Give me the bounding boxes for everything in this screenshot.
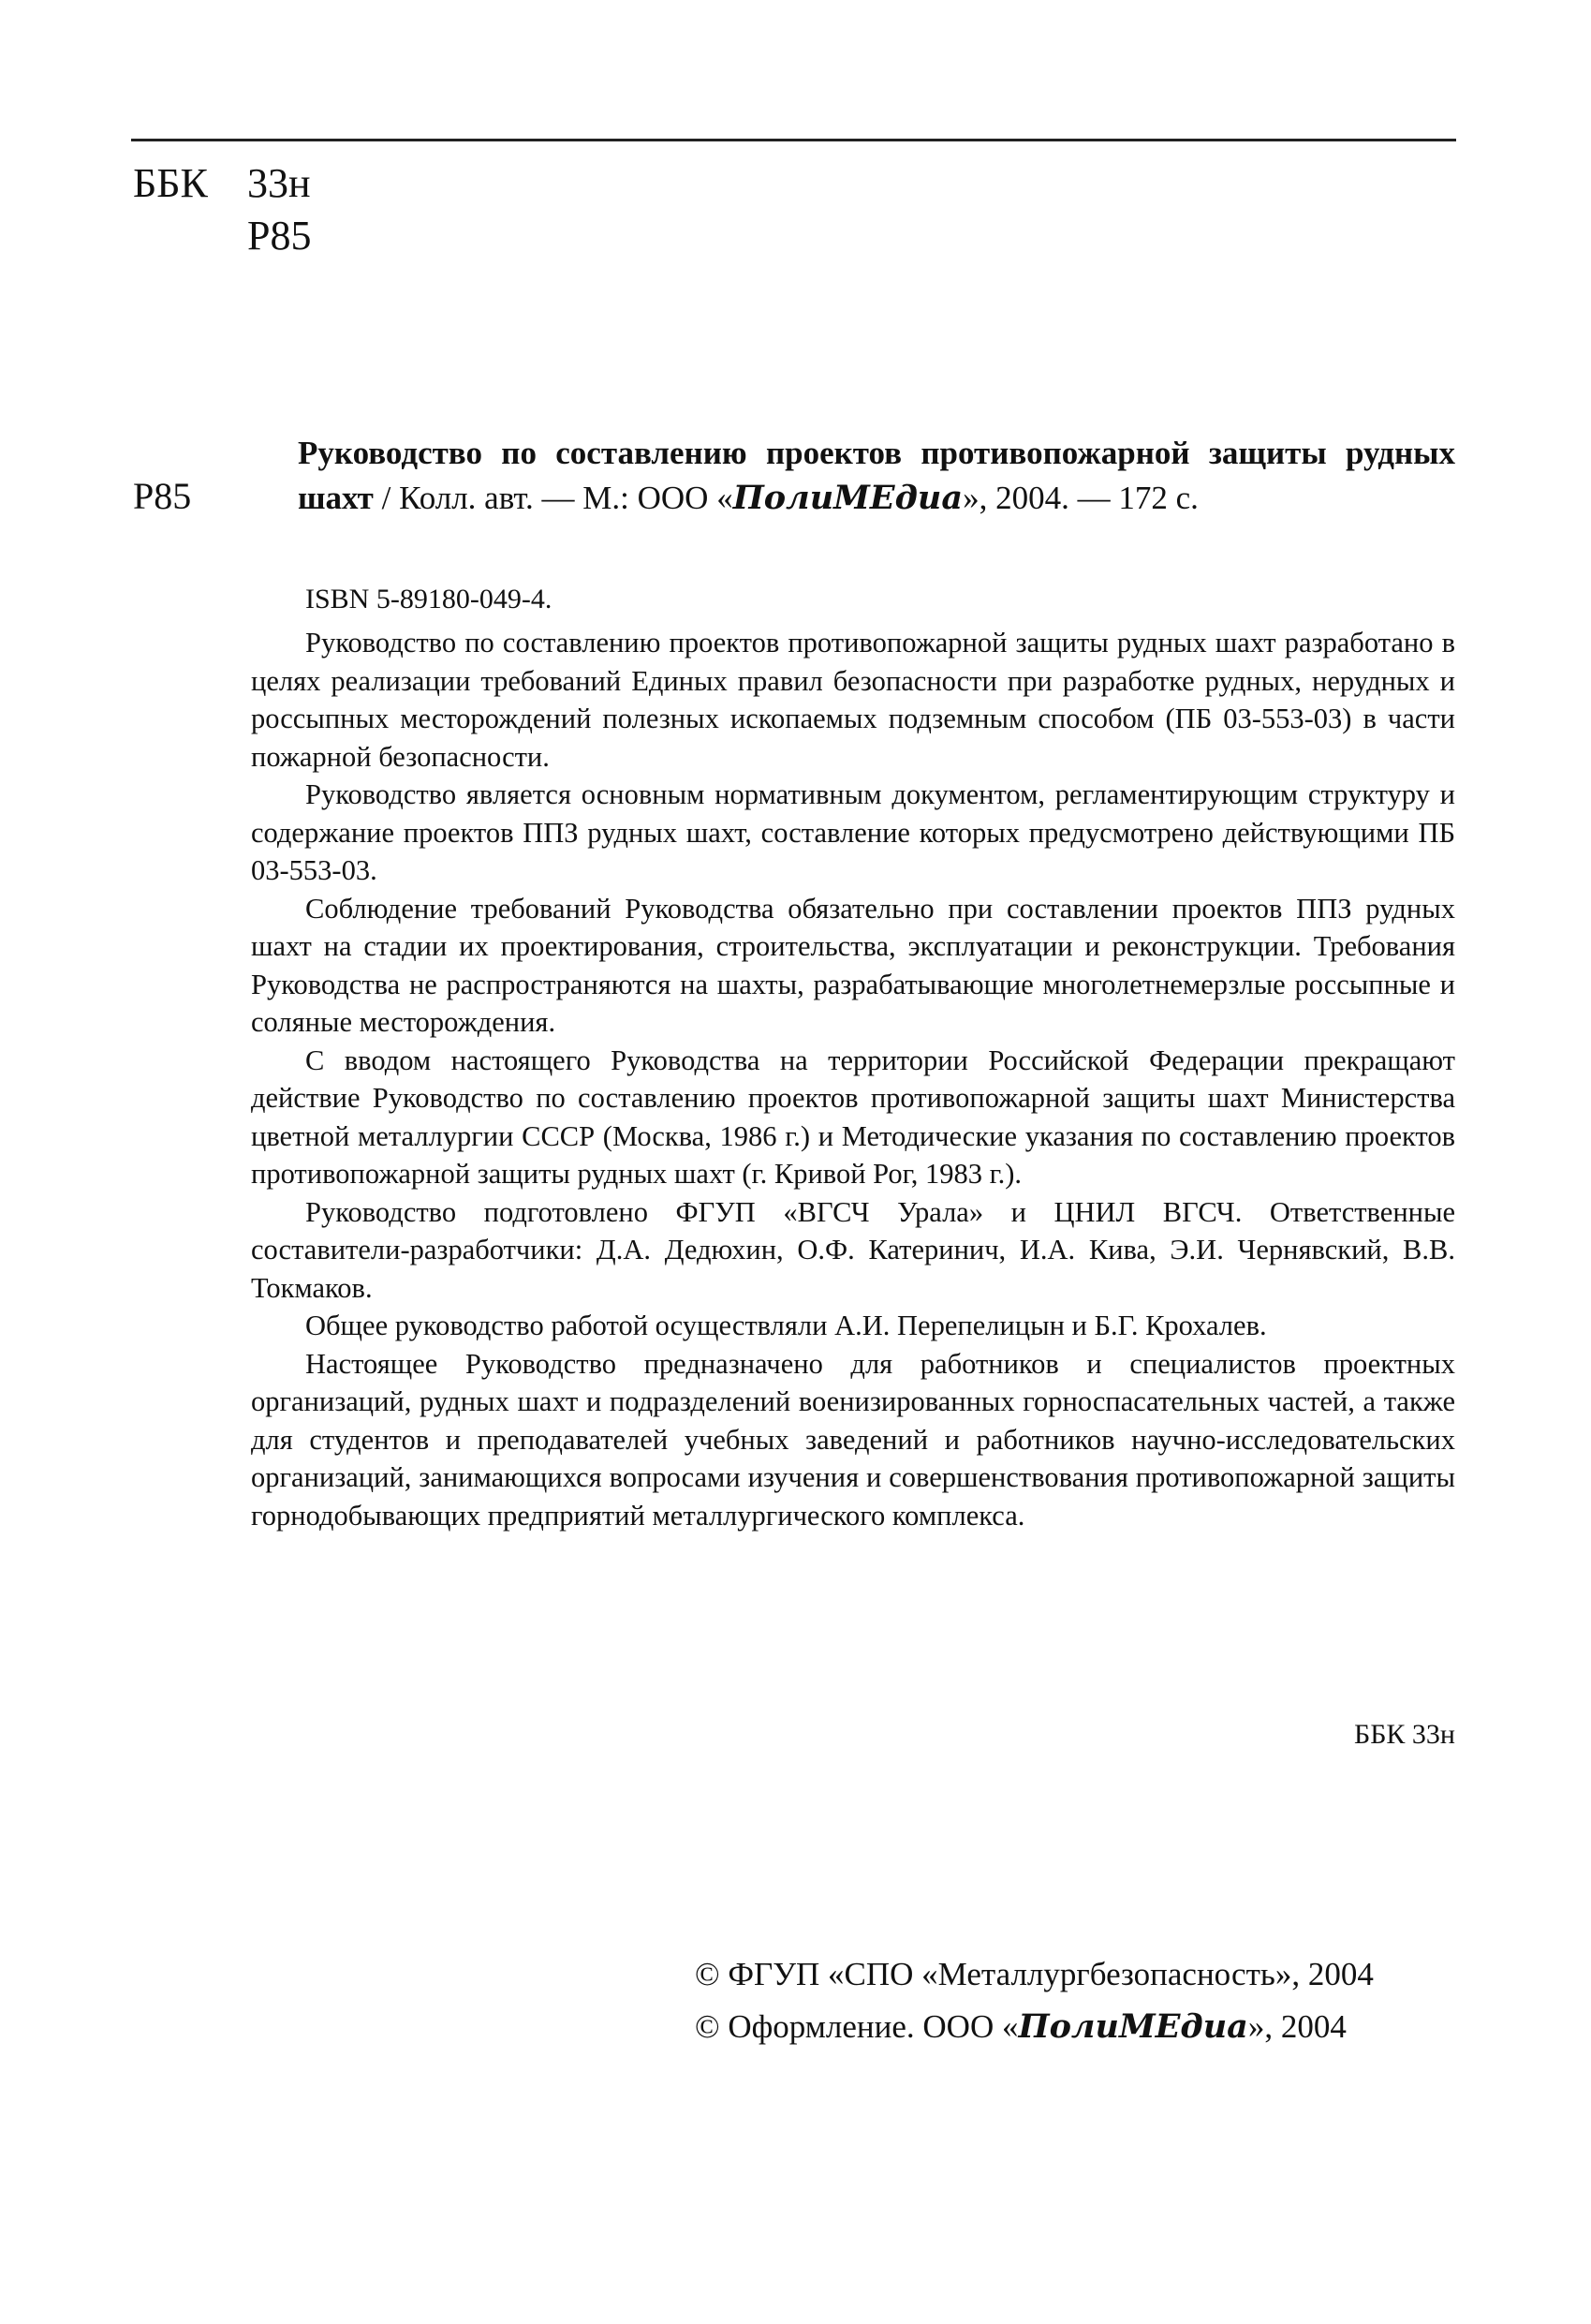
paragraph: Общее руководство работой осуществляли А.И. Перепелицын и Б.Г. Крохалев. — [305, 1310, 1267, 1341]
author-mark: Р85 — [247, 213, 312, 259]
copyright-suffix: », 2004 — [1247, 2008, 1347, 2045]
publisher-logo: ПолиМЕдиа — [732, 479, 964, 517]
copyright-block — [695, 1948, 1374, 2053]
bbk-header — [133, 157, 311, 262]
bbk-label: ББК — [133, 160, 208, 206]
imprint-b: », 2004. — 172 с. — [963, 480, 1199, 516]
annotation-text — [251, 624, 1455, 1534]
side-author-code: Р85 — [133, 475, 192, 517]
paragraph: Соблюдение требований Руководства обязательно при составлении проектов ППЗ рудных шахт на стадии их проектирования, строительства, эксплуатации и реконструкции. Требования Руководства не распространяются на шахты, разрабатывающие многолетнемерзлые россыпные и соляные месторождения. — [251, 892, 1455, 1038]
copyright-prefix: © Оформление. ООО « — [695, 2008, 1019, 2045]
title-line-1: Руководство по составлению проектов противопожарной защиты рудных — [298, 435, 1455, 471]
paragraph: Руководство по составлению проектов противопожарной защиты рудных шахт разработано в целях реализации требований Единых правил безопасности при разработке рудных, нерудных и россыпных месторождений полезных ископаемых подземным способом (ПБ 03-553-03) в части пожарной безопасности. — [251, 627, 1455, 773]
bibliographic-entry — [298, 431, 1455, 521]
top-rule — [131, 139, 1456, 141]
copyright-line-1: © ФГУП «СПО «Металлургбезопасность», 2004 — [695, 1956, 1374, 1992]
title-end: шахт — [298, 480, 374, 516]
imprint-a: / Колл. авт. — М.: ООО « — [373, 480, 733, 516]
copyright-line-2 — [695, 2001, 1374, 2053]
author-mark-row — [133, 210, 311, 262]
publisher-logo: ПолиМЕдиа — [1018, 2007, 1248, 2046]
paragraph: Настоящее Руководство предназначено для работников и специалистов проектных организаций, рудных шахт и подразделений военизированных горноспасательных частей, а также для студентов и преподавателей учебных заведений и работников научно-исследовательских организаций, занимающихся вопросами изучения и совершенствования противопожарной защиты горнодобывающих предприятий металлургического комплекса. — [251, 1347, 1455, 1532]
paragraph: Руководство является основным нормативным документом, регламентирующим структуру и содержание проектов ППЗ рудных шахт, составление которых предусмотрено действующими ПБ 03-553-03. — [251, 778, 1455, 886]
bbk-header-row — [133, 157, 311, 210]
bbk-footer: ББК 33н — [1353, 1719, 1455, 1750]
paragraph: Руководство подготовлено ФГУП «ВГСЧ Урала» и ЦНИЛ ВГСЧ. Ответственные составители-разработчики: Д.А. Дедюхин, О.Ф. Катеринич, И.А. Кива, Э.И. Чернявский, В.В. Токмаков. — [251, 1195, 1455, 1304]
isbn: ISBN 5-89180-049-4. — [305, 584, 552, 614]
paragraph: С вводом настоящего Руководства на территории Российской Федерации прекращают действие Руководство по составлению проектов противопожарной защиты шахт Министерства цветной металлургии СССР (Москва, 1986 г.) и Методические указания по составлению проектов противопожарной защиты рудных шахт (г. Кривой Рог, 1983 г.). — [251, 1044, 1455, 1190]
bbk-code: 33н — [247, 160, 311, 206]
title-line-2 — [298, 476, 1455, 521]
